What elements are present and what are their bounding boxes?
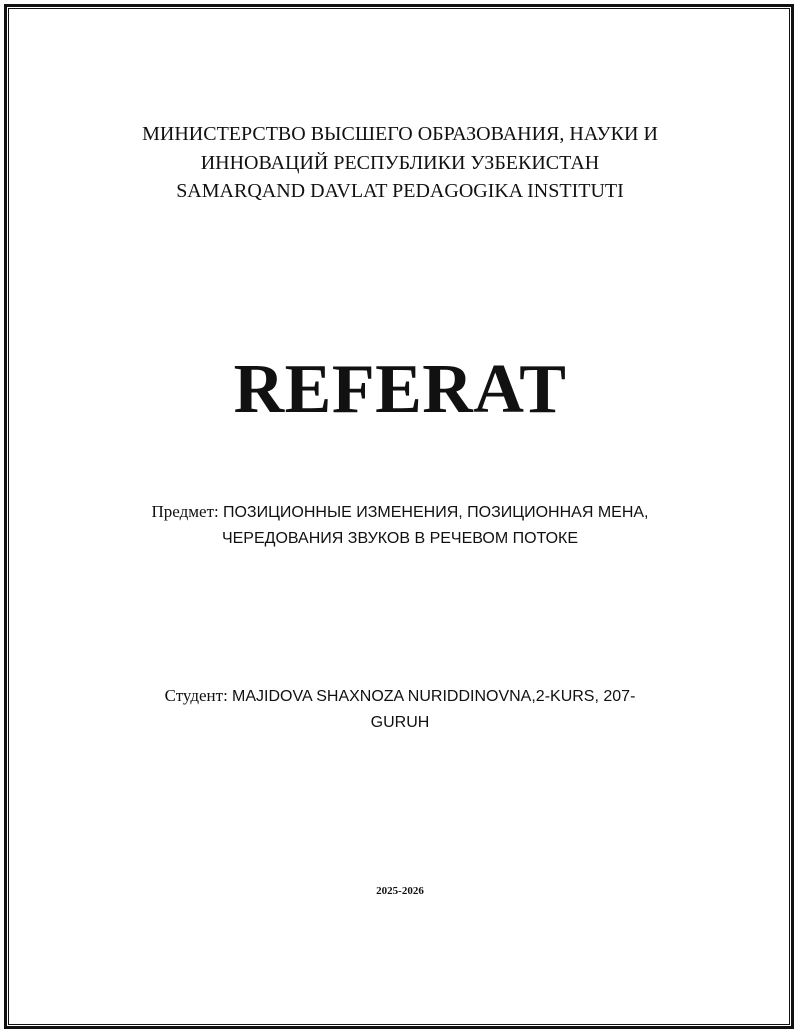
ministry-line-1: МИНИСТЕРСТВО ВЫСШЕГО ОБРАЗОВАНИЯ, НАУКИ И — [142, 123, 658, 145]
subject-label: Предмет: — [151, 502, 219, 521]
student-label: Студент: — [164, 686, 228, 705]
student-line-1 — [0, 683, 800, 710]
student-block — [0, 683, 800, 736]
institute-name: SAMARQAND DAVLAT PEDAGOGIKA INSTITUTI — [176, 180, 624, 202]
subject-line-1 — [0, 499, 800, 526]
subject-text-line-1: ПОЗИЦИОННЫЕ ИЗМЕНЕНИЯ, ПОЗИЦИОННАЯ МЕНА, — [222, 504, 649, 521]
academic-year: 2025-2026 — [376, 885, 424, 897]
document-title: REFERAT — [233, 351, 567, 428]
student-text-line-2: GURUH — [370, 714, 430, 731]
student-text-line-1: MAJIDOVA SHAXNOZA NURIDDINOVNA,2-KURS, 207- — [232, 688, 636, 705]
subject-text-line-2: ЧЕРЕДОВАНИЯ ЗВУКОВ В РЕЧЕВОМ ПОТОКЕ — [221, 530, 579, 547]
subject-block — [0, 499, 800, 552]
ministry-line-2: ИННОВАЦИЙ РЕСПУБЛИКИ УЗБЕКИСТАН — [200, 151, 600, 174]
institution-header — [0, 120, 800, 206]
